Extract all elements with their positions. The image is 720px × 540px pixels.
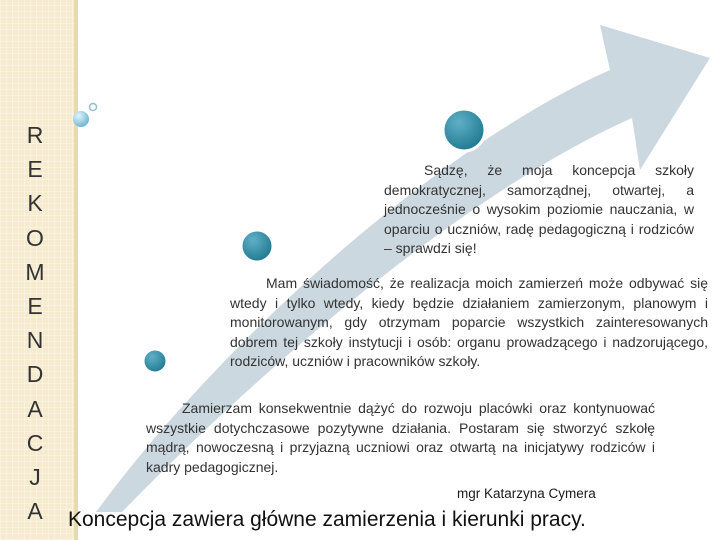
- paragraph-intentions: Zamierzam konsekwentnie dążyć do rozwoju placówki oraz kontynuować wszystkie dotychczasowe pozytywne działania. Postaram się stworzyć szkołę mądrą, nowoczesną i przyjazną uczniowi oraz otwartą na inicjatywy rodziców i kadry pedagogicznej.: [146, 400, 655, 475]
- heading-letter: D: [26, 361, 44, 388]
- author-signature: mgr Katarzyna Cymera: [457, 486, 596, 501]
- heading-letter: J: [29, 464, 41, 491]
- heading-letter: E: [27, 156, 43, 183]
- heading-letter: M: [25, 258, 45, 285]
- heading-letter: C: [26, 429, 44, 456]
- heading-letter: O: [26, 224, 44, 251]
- heading-letter: K: [27, 190, 43, 217]
- heading-letter: E: [27, 293, 43, 320]
- heading-letter: A: [27, 395, 43, 422]
- heading-letter: N: [26, 327, 44, 354]
- paragraph-conception: Sądzę, że moja koncepcja szkoły demokratycznej, samorządnej, otwartej, a jednocześnie o wysokim poziomie nauczania, w oparciu o uczniów, radę pedagogiczną i rodziców – sprawdzi się!: [384, 162, 694, 256]
- timeline-dot-3: [143, 349, 167, 373]
- timeline-dot-1: [443, 109, 485, 151]
- bubble-small-icon: [90, 104, 97, 111]
- heading-letter: R: [26, 122, 44, 148]
- footer-title: Koncepcja zawiera główne zamierzenia i kierunki pracy.: [68, 508, 586, 531]
- timeline-dot-2: [241, 230, 273, 262]
- bubble-large-icon: [73, 111, 89, 127]
- heading-letter: A: [27, 498, 43, 525]
- paragraph-awareness: Mam świadomość, że realizacja moich zamierzeń może odbywać się wtedy i tylko wtedy, kiedy będzie działaniem zamierzonym, planowym i monitorowanym, gdy otrzymam poparcie wszystkich zainteresowanych dobrem tej szkoły instytucji i osób: organu prowadzącego i nadzorującego, rodziców, uczniów i pracowników szkoły.: [230, 275, 708, 369]
